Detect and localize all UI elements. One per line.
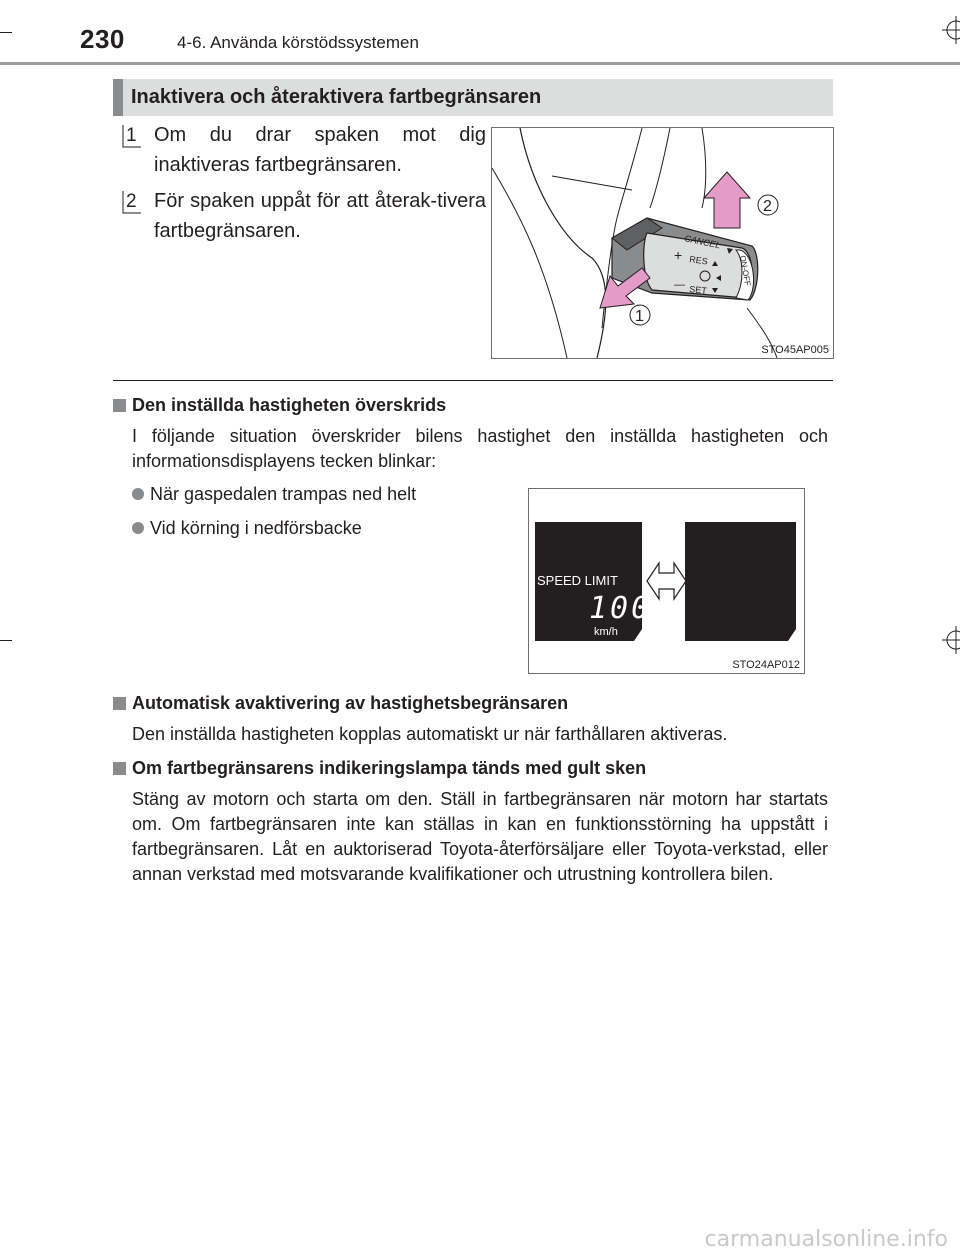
step-number-badge (120, 188, 144, 216)
callout-1: 1 (635, 308, 644, 325)
lever-illustration (491, 127, 834, 359)
display-speed-limit-label: SPEED LIMIT (537, 573, 618, 588)
lever-label-res: RES (688, 254, 709, 267)
square-bullet-icon (113, 762, 126, 775)
note-heading (113, 395, 446, 416)
bullet-text: När gaspedalen trampas ned helt (150, 484, 417, 504)
note-heading (113, 758, 646, 779)
note-heading (113, 693, 568, 714)
section-divider (113, 380, 833, 381)
header-rule (0, 62, 960, 65)
registration-mark-mid-right (942, 626, 960, 654)
figure-code: STO45AP005 (761, 344, 829, 356)
note-text: Den inställda hastigheten kopplas automatiskt ur när farthållaren aktiveras. (132, 724, 728, 744)
step-2 (120, 186, 486, 246)
display-illustration (528, 488, 805, 674)
lever-label-plus: + (674, 247, 683, 263)
section-title-bar (113, 79, 833, 116)
display-drawing (529, 489, 804, 673)
bullet-item (132, 484, 416, 505)
lever-label-minus: — (674, 279, 685, 291)
bullet-text: Vid körning i nedförsbacke (150, 518, 362, 538)
step-text: Om du drar spaken mot dig inaktiveras fartbegränsaren. (154, 124, 486, 176)
lever-label-onoff: ON-OFF (738, 254, 753, 287)
note-heading-text: Om fartbegränsarens indikeringslampa tänds med gult sken (132, 758, 647, 778)
chapter-title: 4-6. Använda körstödssystemen (177, 33, 419, 52)
square-bullet-icon (113, 399, 126, 412)
round-bullet-icon (132, 522, 144, 534)
section-title-accent (113, 79, 123, 116)
lever-label-cancel: CANCEL (683, 233, 722, 251)
round-bullet-icon (132, 488, 144, 500)
note-heading-text: Automatisk avaktivering av hastighetsbegränsaren (132, 693, 569, 713)
lever-drawing (492, 128, 833, 358)
display-speed-unit: km/h (594, 626, 618, 638)
registration-mark-top-right (942, 16, 960, 44)
note-text: I följande situation överskrider bilens hastighet den inställda hastigheten och informationsdisplayens tecken blinkar: (132, 426, 828, 471)
section-title: Inaktivera och återaktivera fartbegränsaren (131, 86, 542, 108)
page-number: 230 (80, 24, 125, 54)
lever-label-set: SET (688, 284, 708, 296)
watermark[interactable]: carmanualsonline.info (704, 1227, 948, 1252)
square-bullet-icon (113, 697, 126, 710)
step-1 (120, 120, 486, 180)
bullet-item (132, 518, 362, 539)
step-number: 2 (126, 191, 137, 212)
note-text: Stäng av motorn och starta om den. Ställ in fartbegränsaren när motorn har startats om. Om fartbegränsaren inte kan ställas in kan en funktionsstörning ha uppstått i fartbegränsaren. Låt en auktoriserad Toyota-återförsäljare eller Toyota-verkstad, eller annan verkstad med motsvarande kvalifikationer och utrustning kontrollera bilen. (132, 789, 828, 884)
crop-mark-top-left (0, 32, 12, 33)
callout-2: 2 (763, 198, 772, 215)
step-number-badge (120, 122, 144, 150)
step-number: 1 (126, 125, 137, 146)
crop-mark-left (0, 640, 12, 641)
display-speed-value: 100 (589, 591, 653, 626)
note-heading-text: Den inställda hastigheten överskrids (132, 395, 447, 415)
figure-code: STO24AP012 (732, 659, 800, 671)
step-text: För spaken uppåt för att återak-tivera fartbegränsaren. (154, 190, 486, 242)
